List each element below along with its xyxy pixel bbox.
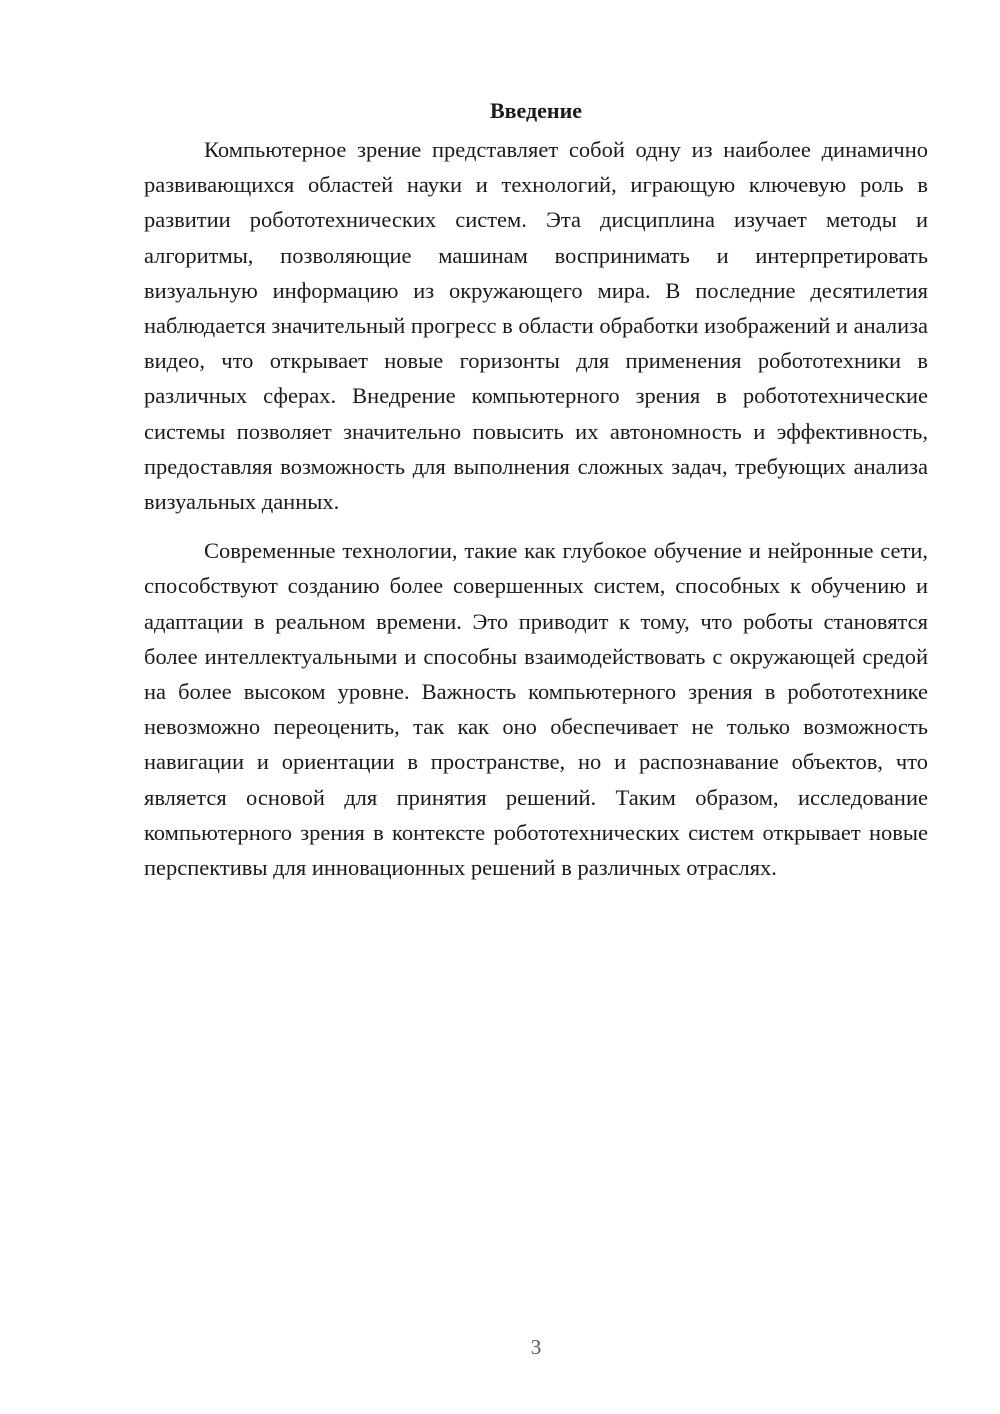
section-title: Введение: [489, 98, 583, 123]
page-content: [144, 96, 928, 885]
paragraph-1: Компьютерное зрение представляет собой одну из наиболее динамично развивающихся областей науки и технологий, играющую ключевую роль в развитии робототехнических систем. Эта дисциплина изучает методы и алгоритмы, позволяющие машинам воспринимать и интерпретировать визуальную информацию из окружающего мира. В последние десятилетия наблюдается значительный прогресс в области обработки изображений и анализа видео, что открывает новые горизонты для применения робототехники в различных сферах. Внедрение компьютерного зрения в робототехнические системы позволяет значительно повысить их автономность и эффективность, предоставляя возможность для выполнения сложных задач, требующих анализа визуальных данных.: [144, 137, 928, 515]
page-number: 3: [530, 1335, 542, 1359]
paragraph-2: Современные технологии, такие как глубокое обучение и нейронные сети, способствуют созданию более совершенных систем, способных к обучению и адаптации в реальном времени. Это приводит к тому, что роботы становятся более интеллектуальными и способны взаимодействовать с окружающей средой на более высоком уровне. Важность компьютерного зрения в робототехнике невозможно переоценить, так как оно обеспечивает не только возможность навигации и ориентации в пространстве, но и распознавание объектов, что является основой для принятия решений. Таким образом, исследование компьютерного зрения в контексте робототехнических систем открывает новые перспективы для инновационных решений в различных отраслях.: [144, 538, 928, 881]
